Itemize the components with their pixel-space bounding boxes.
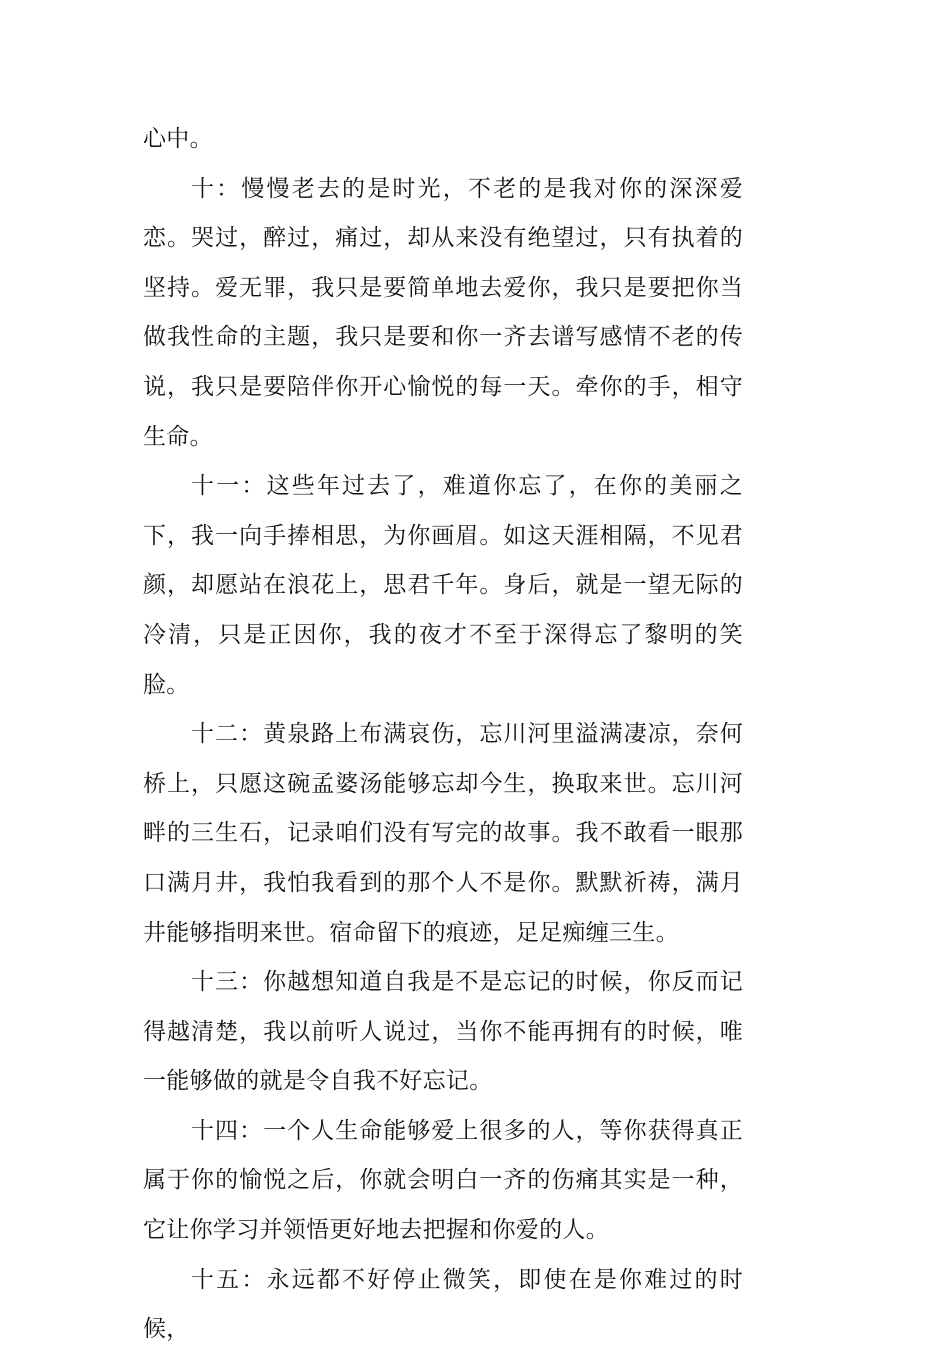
document-body bbox=[143, 115, 743, 1355]
paragraph-10: 十：慢慢老去的是时光，不老的是我对你的深深爱恋。哭过，醉过，痛过，却从来没有绝望过，只有执着的坚持。爱无罪，我只是要简单地去爱你，我只是要把你当做我性命的主题，我只是要和你一齐去谱写感情不老的传说，我只是要陪伴你开心愉悦的每一天。牵你的手，相守生命。 bbox=[143, 175, 743, 450]
paragraph-14: 十四：一个人生命能够爱上很多的人，等你获得真正属于你的愉悦之后，你就会明白一齐的伤痛其实是一种，它让你学习并领悟更好地去把握和你爱的人。 bbox=[143, 1117, 743, 1244]
paragraph-13: 十三：你越想知道自我是不是忘记的时候，你反而记得越清楚，我以前听人说过，当你不能再拥有的时候，唯一能够做的就是令自我不好忘记。 bbox=[143, 969, 743, 1095]
paragraph-11: 十一：这些年过去了，难道你忘了，在你的美丽之下，我一向手捧相思，为你画眉。如这天涯相隔，不见君颜，却愿站在浪花上，思君千年。身后，就是一望无际的冷清，只是正因你，我的夜才不至于深得忘了黎明的笑脸。 bbox=[143, 473, 743, 698]
paragraph-15: 十五：永远都不好停止微笑，即使在是你难过的时候， bbox=[143, 1266, 743, 1343]
paragraph-12: 十二：黄泉路上布满哀伤，忘川河里溢满凄凉，奈何桥上，只愿这碗孟婆汤能够忘却今生，换取来世。忘川河畔的三生石，记录咱们没有写完的故事。我不敢看一眼那口满月井，我怕我看到的那个人不是你。默默祈祷，满月井能够指明来世。宿命留下的痕迹，足足痴缠三生。 bbox=[143, 721, 743, 946]
paragraph-continuation: 心中。 bbox=[143, 126, 213, 152]
